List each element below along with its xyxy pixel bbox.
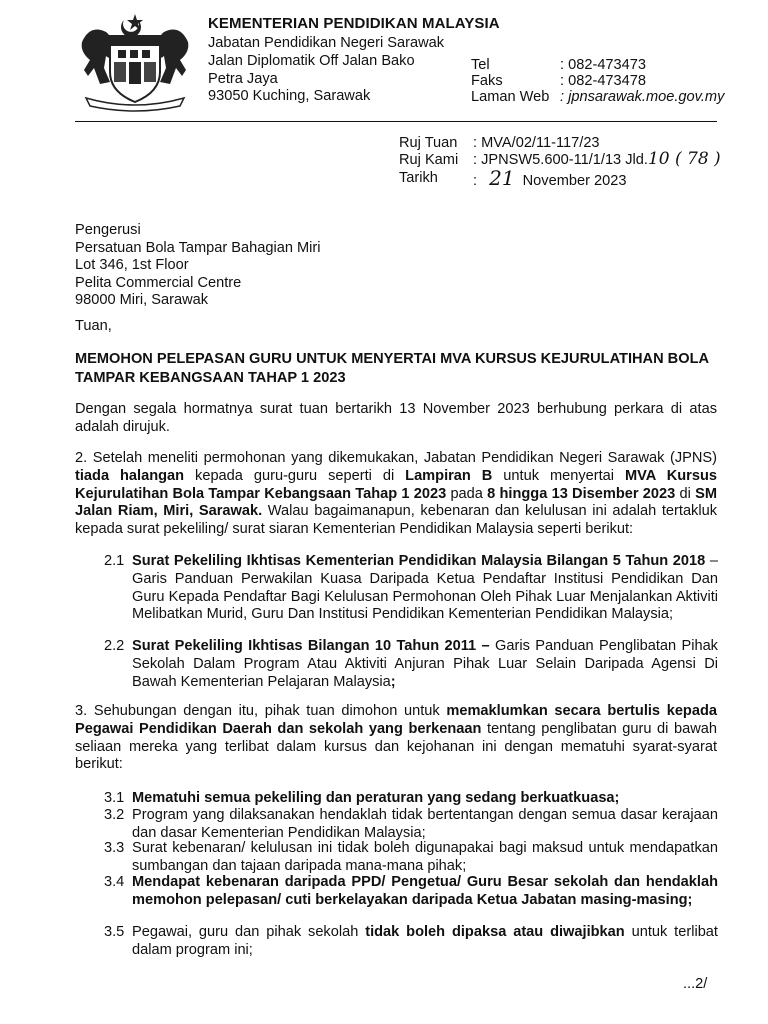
item-bold: Surat Pekeliling Ikhtisas Kementerian Pendidikan Malaysia Bilangan 5 Tahun 2018 (132, 553, 706, 569)
ruj-kami-label: Ruj Kami (399, 152, 459, 168)
salutation: Tuan, (75, 318, 112, 334)
list-item-2-1 (104, 553, 718, 624)
letter-subject: MEMOHON PELEPASAN GURU UNTUK MENYERTAI MVA KURSUS KEJURULATIHAN BOLA TAMPAR KEBANGSAAN TAHAP 1 2023 (75, 351, 709, 386)
item-bold: Surat Pekeliling Ikhtisas Bilangan 10 Tahun 2011 – (132, 638, 490, 654)
list-item-3-5 (104, 924, 718, 960)
paragraph-1: Dengan segala hormatnya surat tuan bertarikh 13 November 2023 berhubung perkara di atas adalah dirujuk. (75, 401, 717, 435)
ruj-kami-value: : JPNSW5.600-11/1/13 Jld. (473, 152, 648, 168)
tarikh-label: Tarikh (399, 170, 438, 186)
item-number: 3.4 (104, 874, 125, 890)
address-line-4: 93050 Kuching, Sarawak (208, 88, 371, 104)
item-tail: ; (390, 673, 396, 690)
p2-text-5: di (675, 485, 696, 502)
address-line-1: Jabatan Pendidikan Negeri Sarawak (208, 35, 445, 51)
website-value[interactable]: : jpnsarawak.moe.gov.my (560, 89, 725, 105)
header-divider (75, 121, 717, 122)
item-number: 3.2 (104, 807, 125, 823)
p2-bold-4: 8 hingga 13 Disember 2023 (487, 485, 676, 502)
tarikh-day-handwritten: 21 (489, 166, 515, 190)
p2-bold-3: MVA Kursus Kejurulatihan Bola Tampar Kebangsaan Tahap 1 2023 (75, 467, 718, 502)
p3-text-2: tentang penglibatan guru di bawah seliaan mereka yang terlibat dalam kursus dan kejohanan ini dengan mematuhi syarat-syarat berikut: (75, 720, 717, 773)
address-line-3: Petra Jaya (208, 71, 278, 87)
item-number: 2.2 (104, 638, 125, 654)
list-item-3-3 (104, 840, 718, 876)
fax-label: Faks (471, 73, 503, 89)
item-pre: Program yang dilaksanakan hendaklah tidak bertentangan dengan semua dasar kerajaan dan dasar Kementerian Pendidikan Malaysia; (132, 807, 718, 841)
p2-text-1: 2. Setelah meneliti permohonan yang dikemukakan, Jabatan Pendidikan Negeri Sarawak (JPNS) (75, 450, 717, 466)
p2-text-4: pada (446, 485, 488, 502)
p3-bold-1: memaklumkan secara bertulis kepada Pegawai Pendidikan Daerah dan sekolah yang berkenaan (75, 703, 717, 737)
tel-value: : 082-473473 (560, 57, 647, 73)
item-bold: Mematuhi semua pekeliling dan peraturan yang sedang berkuatkuasa; (132, 790, 620, 806)
p2-bold-5: SM Jalan Riam, Miri, Sarawak. (75, 485, 718, 520)
recipient-line-4: Pelita Commercial Centre (75, 275, 242, 291)
paragraph-2 (75, 450, 717, 539)
item-bold: tidak boleh dipaksa atau diwajibkan (365, 924, 625, 940)
p2-bold-1: tiada halangan (75, 467, 185, 484)
recipient-line-3: Lot 346, 1st Floor (75, 257, 189, 273)
p2-text-6: Walau bagaimanapun, kebenaran dan kelulusan ini adalah tertakluk kepada surat pekeliling/ surat siaran Kementerian Pendidikan Malaysia seperti berikut: (75, 503, 718, 538)
p2-text-2: kepada guru-guru seperti di (184, 467, 406, 484)
list-item-3-1 (104, 790, 718, 808)
ministry-name: KEMENTERIAN PENDIDIKAN MALAYSIA (208, 15, 500, 32)
item-pre: Surat kebenaran/ kelulusan ini tidak boleh digunapakai bagi maksud untuk mendapatkan sumbangan dan tajaan daripada mana-mana pihak; (132, 840, 718, 874)
item-post: untuk terlibat dalam program ini; (132, 924, 718, 958)
recipient-line-2: Persatuan Bola Tampar Bahagian Miri (75, 240, 321, 256)
list-item-3-2 (104, 807, 718, 843)
list-item-2-2 (104, 638, 718, 691)
tarikh-line (473, 166, 626, 190)
p2-bold-2: Lampiran B (405, 467, 493, 484)
ruj-tuan-label: Ruj Tuan (399, 135, 458, 151)
item-bold: Mendapat kebenaran daripada PPD/ Pengetua/ Guru Besar sekolah dan hendaklah memohon pelepasan/ cuti berkelayakan daripada Ketua Jabatan masing-masing; (132, 874, 718, 908)
item-text: – Garis Panduan Perwakilan Kuasa Daripada Ketua Pendaftar Institusi Pendidikan Dan Guru Kepada Pendaftar Bagi Kelulusan Permohonan Oleh Pihak Luar Menjalankan Aktiviti Melibatkan Murid, Guru Dan Institusi Pendidikan Kementerian Pendidikan Malaysia; (132, 553, 718, 623)
item-pre: Pegawai, guru dan pihak sekolah (132, 924, 366, 940)
tel-label: Tel (471, 57, 490, 73)
list-item-3-4 (104, 874, 718, 910)
recipient-line-1: Pengerusi (75, 222, 141, 238)
p2-text-3: untuk menyertai (492, 467, 625, 484)
item-number: 2.1 (104, 553, 125, 569)
item-number: 3.5 (104, 924, 125, 940)
recipient-line-5: 98000 Miri, Sarawak (75, 292, 209, 308)
paragraph-3 (75, 703, 717, 774)
tarikh-colon: : (473, 173, 478, 189)
ruj-tuan-value: : MVA/02/11-117/23 (473, 135, 600, 151)
item-text: Garis Panduan Penglibatan Pihak Sekolah Dalam Program Atau Aktiviti Anjuran Pihak Luar Selain Daripada Agensi Di Bawah Kementerian Pelajaran Malaysia (132, 638, 718, 690)
malaysia-coat-of-arms-logo (72, 12, 198, 112)
website-label: Laman Web (471, 89, 550, 105)
fax-value: : 082-473478 (560, 73, 647, 89)
page-continuation: ...2/ (683, 976, 708, 992)
tarikh-month-year: November 2023 (522, 173, 627, 189)
item-number: 3.3 (104, 840, 125, 856)
ruj-kami-handwritten: 10 ( 78 ) (647, 149, 721, 169)
p3-text-1: 3. Sehubungan dengan itu, pihak tuan dimohon untuk (75, 703, 447, 719)
address-line-2: Jalan Diplomatik Off Jalan Bako (208, 53, 415, 69)
item-number: 3.1 (104, 790, 125, 806)
